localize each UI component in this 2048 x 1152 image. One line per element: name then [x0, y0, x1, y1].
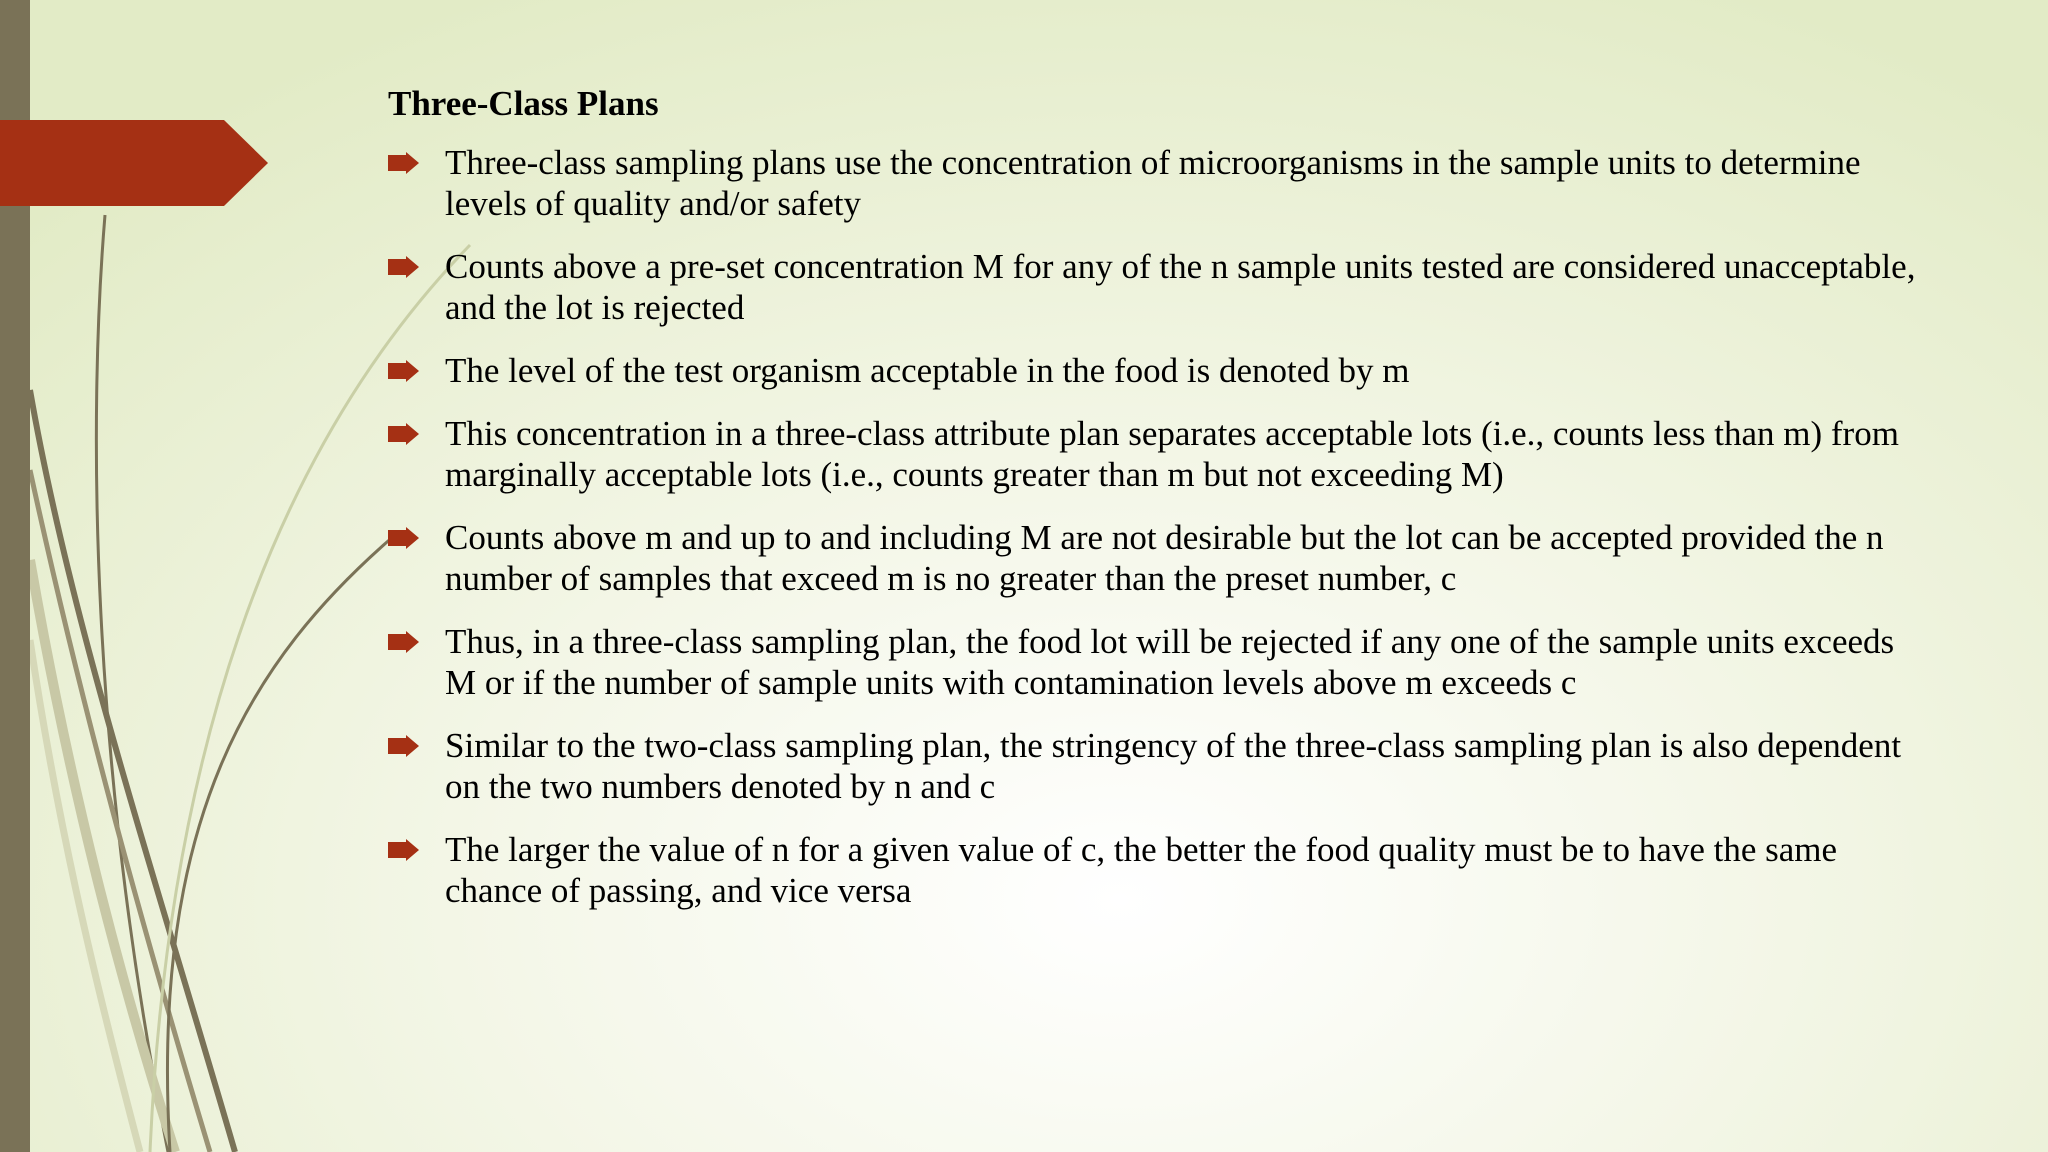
right-arrow-icon: [388, 360, 420, 382]
bullet-text: Similar to the two-class sampling plan, the stringency of the three-class sampling plan is also dependent on the two numbers denoted by n and c: [445, 726, 1902, 806]
right-arrow-icon: [388, 256, 420, 278]
bullet-text: Three-class sampling plans use the concentration of microorganisms in the sample units to determine levels of quality and/or safety: [445, 143, 1861, 223]
bullet-text: The level of the test organism acceptable in the food is denoted by m: [445, 351, 1410, 390]
bullet-text: Thus, in a three-class sampling plan, the food lot will be rejected if any one of the sample units exceeds M or if the number of sample units with contamination levels above m exceeds c: [445, 622, 1895, 702]
right-arrow-icon: [388, 152, 420, 174]
bullet-text: Counts above a pre-set concentration M for any of the n sample units tested are considered unacceptable, and the lot is rejected: [445, 247, 1916, 327]
right-arrow-icon: [388, 839, 420, 861]
bullet-item: [388, 829, 1918, 911]
bullet-item: [388, 246, 1918, 328]
bullet-item: [388, 621, 1918, 703]
bullet-list: [388, 142, 1918, 911]
bullet-item: [388, 725, 1918, 807]
right-arrow-icon: [388, 631, 420, 653]
slide-content: [388, 80, 1918, 933]
bullet-text: Counts above m and up to and including M are not desirable but the lot can be accepted provided the n number of samples that exceed m is no greater than the preset number, c: [445, 518, 1884, 598]
bullet-item: [388, 517, 1918, 599]
slide-heading: Three-Class Plans: [388, 84, 659, 123]
right-arrow-icon: [388, 423, 420, 445]
bullet-text: The larger the value of n for a given value of c, the better the food quality must be to have the same chance of passing, and vice versa: [445, 830, 1838, 910]
bullet-text: This concentration in a three-class attribute plan separates acceptable lots (i.e., counts less than m) from marginally acceptable lots (i.e., counts greater than m but not exceeding M): [445, 414, 1899, 494]
bullet-item: [388, 413, 1918, 495]
bullet-item: [388, 350, 1918, 391]
right-arrow-icon: [388, 527, 420, 549]
bullet-item: [388, 142, 1918, 224]
right-arrow-icon: [388, 735, 420, 757]
